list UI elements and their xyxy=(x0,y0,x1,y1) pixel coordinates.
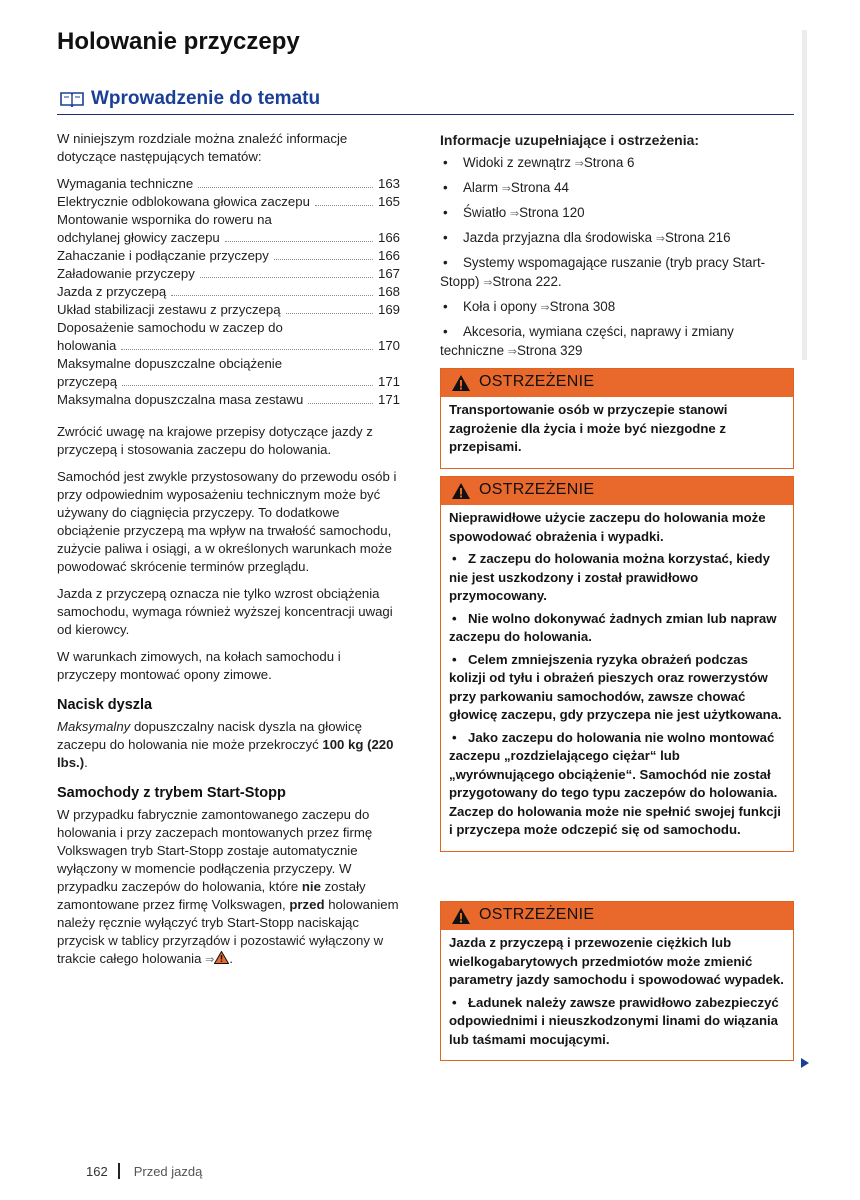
warning-box xyxy=(440,476,794,852)
paragraph: W warunkach zimowych, na kołach samochodu i przyczepy montować opony zimowe. xyxy=(57,649,341,682)
warning-triangle-icon[interactable] xyxy=(214,951,229,966)
bullet: • xyxy=(443,324,448,339)
text: Koła i opony xyxy=(463,299,541,314)
chapter-title: Przed jazdą xyxy=(133,1164,203,1179)
text: Akcesoria, wymiana części, naprawy i zmiany techniczne xyxy=(440,324,734,358)
page-reference[interactable]: Strona 6 xyxy=(583,155,635,170)
toc-leader xyxy=(274,259,373,260)
toc-page: 163 xyxy=(377,176,400,191)
warning-bullet xyxy=(449,994,785,1050)
section-title: Wprowadzenie do tematu xyxy=(91,88,321,109)
reference-arrow-icon: ⇒ xyxy=(574,158,584,170)
toc-leader xyxy=(308,403,373,404)
toc-item[interactable] xyxy=(57,193,400,211)
warning-label: OSTRZEŻENIE xyxy=(479,906,595,923)
warning-triangle-icon xyxy=(451,907,471,930)
topics-list xyxy=(57,175,400,409)
paragraph: Zwrócić uwagę na krajowe przepisy dotyczące jazdy z przyczepą i stosowania zaczepu do holowania. xyxy=(57,424,373,457)
toc-item[interactable] xyxy=(57,355,400,391)
toc-label: Jazda z przyczepą xyxy=(57,284,167,299)
text: Systemy wspomagające ruszanie (tryb pracy Start-Stopp) xyxy=(440,255,766,289)
warning-box xyxy=(440,368,794,469)
toc-label: Układ stabilizacji zestawu z przyczepą xyxy=(57,302,281,317)
list-item[interactable] xyxy=(440,253,793,293)
page-reference[interactable]: Strona 222. xyxy=(492,274,562,289)
bullet: • xyxy=(443,155,448,170)
warning-bullet xyxy=(449,651,785,725)
book-icon xyxy=(59,89,85,114)
toc-page: 165 xyxy=(377,194,400,209)
reference-arrow-icon: ⇒ xyxy=(507,346,517,358)
bullet: • xyxy=(443,180,448,195)
toc-label: odchylanej głowicy zaczepu xyxy=(57,230,220,245)
reference-arrow-icon: ⇒ xyxy=(205,954,215,966)
warning-body xyxy=(441,397,793,468)
toc-label: Wymagania techniczne xyxy=(57,176,194,191)
toc-label: Elektrycznie odblokowana głowica zaczepu xyxy=(57,194,310,209)
left-column xyxy=(57,130,400,978)
page-reference[interactable]: Strona 308 xyxy=(549,299,616,314)
page-reference[interactable]: Strona 329 xyxy=(516,343,583,358)
toc-leader xyxy=(121,349,373,350)
toc-leader xyxy=(171,295,373,296)
info-heading: Informacje uzupełniające i ostrzeżenia: xyxy=(440,132,700,148)
bullet: • xyxy=(452,551,457,566)
list-item[interactable] xyxy=(440,203,793,224)
paragraph: Samochód jest zwykle przystosowany do przewodu osób i przy odpowiednim wyposażeniu technicznym może być używany do ciągnięcia przyczepy. To dodatkowe obciążenie przyczepą ma wpływ na trwałość samochodu, zużycie paliwa i osiągi, a w określonych warunkach może powodować skrócenie terminów przeglądu. xyxy=(57,469,397,574)
toc-item[interactable] xyxy=(57,265,400,283)
italic-text: Maksymalny xyxy=(57,719,131,734)
page-reference[interactable]: Strona 44 xyxy=(510,180,569,195)
continue-arrow-icon[interactable] xyxy=(800,1056,810,1074)
warning-text: Transportowanie osób w przyczepie stanowi zagrożenie dla życia i może być niezgodne z przepisami. xyxy=(449,402,728,454)
toc-item[interactable] xyxy=(57,247,400,265)
reference-arrow-icon: ⇒ xyxy=(501,183,511,195)
bold-text: nie xyxy=(301,879,321,894)
toc-item[interactable] xyxy=(57,175,400,193)
toc-label: Zahaczanie i podłączanie przyczepy xyxy=(57,248,269,263)
nacisk-text xyxy=(57,718,400,772)
text: Światło xyxy=(463,205,510,220)
bullet: • xyxy=(443,205,448,220)
subheading-nacisk: Nacisk dyszla xyxy=(57,697,153,713)
reference-arrow-icon: ⇒ xyxy=(483,277,493,289)
toc-item[interactable] xyxy=(57,391,400,409)
reference-arrow-icon: ⇒ xyxy=(540,302,550,314)
toc-page: 171 xyxy=(377,392,400,407)
toc-leader xyxy=(122,385,373,386)
text: Alarm xyxy=(463,180,502,195)
warning-bullet xyxy=(449,610,785,647)
bullet: • xyxy=(452,729,457,745)
start-stopp-text: W przypadku fabrycznie zamontowanego zaczepu do holowania i przy zaczepach montowanych przez firmę Volkswagen tryb Start-Stopp zostaje automatycznie wyłączony w momencie podłączenia przyczepy. W przypadku zaczepów do holowania, które nie zostały zamontowane przez firmę Volkswagen, przed holowaniem należy ręcznie wyłączyć tryb Start-Stopp naciskając przycisk w tablicy przyrządów i pozostawić wyłączony w trakcie całego holowania ⇒ . xyxy=(57,807,399,966)
footer-divider xyxy=(118,1163,120,1179)
bullet: • xyxy=(443,255,448,270)
warning-header xyxy=(441,369,793,397)
warning-triangle-icon xyxy=(451,482,471,505)
text: holowaniem należy ręcznie wyłączyć tryb Start-Stopp naciskając przycisk w tablicy przyrządów i pozostawić wyłączony w trakcie całego holowania xyxy=(57,897,399,966)
text: Celem zmniejszenia ryzyka obrażeń podczas kolizji od tyłu i obrażeń pieszych oraz rowerzystów przy parkowaniu samochodów, zawsze chować głowicę zaczepu, gdy przyczepa nie jest użytkowana. xyxy=(449,651,782,722)
bullet: • xyxy=(443,299,448,314)
text: Z zaczepu do holowania można korzystać, kiedy nie jest uszkodzony i został prawidłowo przymocowany. xyxy=(449,551,770,603)
info-list xyxy=(440,153,793,362)
warning-bullet xyxy=(449,550,785,606)
page-title: Holowanie przyczepy xyxy=(57,28,300,55)
text: W przypadku fabrycznie zamontowanego zaczepu do holowania i przy zaczepach montowanych przez firmę Volkswagen tryb Start-Stopp zostaje automatycznie wyłączony w momencie podłączenia przyczepy. W przypadku zaczepów do holowania, które xyxy=(57,807,373,894)
page-edge-marker xyxy=(802,30,807,360)
warning-label: OSTRZEŻENIE xyxy=(479,481,595,498)
bullet: • xyxy=(452,610,457,626)
right-column xyxy=(440,131,793,366)
toc-page: 168 xyxy=(377,284,400,299)
warning-label: OSTRZEŻENIE xyxy=(479,373,595,390)
toc-page: 167 xyxy=(377,266,400,281)
reference-arrow-icon: ⇒ xyxy=(509,208,520,220)
toc-label: Załadowanie przyczepy xyxy=(57,266,195,281)
toc-page: 166 xyxy=(377,248,400,263)
text: Nie wolno dokonywać żadnych zmian lub napraw zaczepu do holowania. xyxy=(449,610,777,644)
subheading-start-stopp: Samochody z trybem Start-Stopp xyxy=(57,785,286,801)
text: Jako zaczepu do holowania nie wolno montować zaczepu „rozdzielającego ciężar“ lub „wyrównującego obciążenie“. Samochód nie został przygotowany do tego typu zaczepów do holowania. Zaczep do holowania może nie spełnić swojej funkcji i przyczepa może odczepić się od samochodu. xyxy=(449,729,781,837)
warning-text: Nieprawidłowe użycie zaczepu do holowania może spowodować obrażenia i wypadki. xyxy=(449,510,766,544)
list-item[interactable] xyxy=(440,322,793,362)
warning-triangle-icon xyxy=(451,374,471,397)
list-item[interactable] xyxy=(440,228,793,249)
intro-text: W niniejszym rozdziale można znaleźć informacje dotyczące następujących tematów: xyxy=(57,131,348,164)
toc-label: przyczepą xyxy=(57,374,118,389)
warning-header xyxy=(441,902,793,930)
warning-header xyxy=(441,477,793,505)
bold-text: przed xyxy=(289,897,325,912)
toc-label: holowania xyxy=(57,338,117,353)
toc-label: Doposażenie samochodu w zaczep do xyxy=(57,320,283,335)
bullet: • xyxy=(452,651,457,667)
bullet: • xyxy=(443,230,448,245)
toc-page: 166 xyxy=(377,230,400,245)
toc-page: 169 xyxy=(377,302,400,317)
section-header xyxy=(57,86,794,115)
text: dopuszczalny nacisk dyszla na głowicę zaczepu do holowania nie może przekroczyć xyxy=(57,719,362,752)
page-reference[interactable]: Strona 216 xyxy=(665,230,731,245)
toc-item[interactable] xyxy=(57,301,400,319)
toc-page: 171 xyxy=(377,374,400,389)
warning-box xyxy=(440,901,794,1061)
paragraph: Jazda z przyczepą oznacza nie tylko wzrost obciążenia samochodu, wymaga również wyższej koncentracji uwagi od kierowcy. xyxy=(57,586,393,637)
toc-label: Montowanie wspornika do roweru na xyxy=(57,212,272,227)
warning-text: Jazda z przyczepą i przewozenie ciężkich lub wielkogabarytowych przedmiotów może zmienić parametry jazdy samochodu i spowodować wypadek. xyxy=(449,935,784,987)
page-footer xyxy=(86,1163,202,1179)
page-reference[interactable]: Strona 120 xyxy=(519,205,585,220)
toc-page: 170 xyxy=(377,338,400,353)
toc-item[interactable] xyxy=(57,319,400,355)
bold-value: 100 kg (220 lbs.) xyxy=(57,737,394,770)
text: Jazda przyjazna dla środowiska xyxy=(463,230,656,245)
list-item[interactable] xyxy=(440,178,793,199)
warning-bullet xyxy=(449,729,785,840)
warning-body xyxy=(441,930,793,1060)
page-number: 162 xyxy=(86,1164,108,1179)
toc-leader xyxy=(315,205,373,206)
reference-arrow-icon: ⇒ xyxy=(655,233,665,245)
toc-label: Maksymalna dopuszczalna masa zestawu xyxy=(57,392,304,407)
text: Ładunek należy zawsze prawidłowo zabezpieczyć odpowiednimi i nieuszkodzonymi linami do wiązania lub taśmami mocującymi. xyxy=(449,994,779,1047)
text: zostały zamontowane przez firmę Volkswagen, xyxy=(57,879,366,912)
toc-label: Maksymalne dopuszczalne obciążenie xyxy=(57,356,283,371)
list-item[interactable] xyxy=(440,297,793,318)
bullet: • xyxy=(452,994,457,1010)
toc-leader xyxy=(225,241,373,242)
warning-body xyxy=(441,505,793,851)
list-item[interactable] xyxy=(440,153,793,174)
toc-item[interactable] xyxy=(57,211,400,247)
toc-leader xyxy=(200,277,373,278)
toc-leader xyxy=(198,187,373,188)
text: . xyxy=(84,755,88,770)
toc-leader xyxy=(286,313,373,314)
text: Widoki z zewnątrz xyxy=(463,155,575,170)
toc-item[interactable] xyxy=(57,283,400,301)
